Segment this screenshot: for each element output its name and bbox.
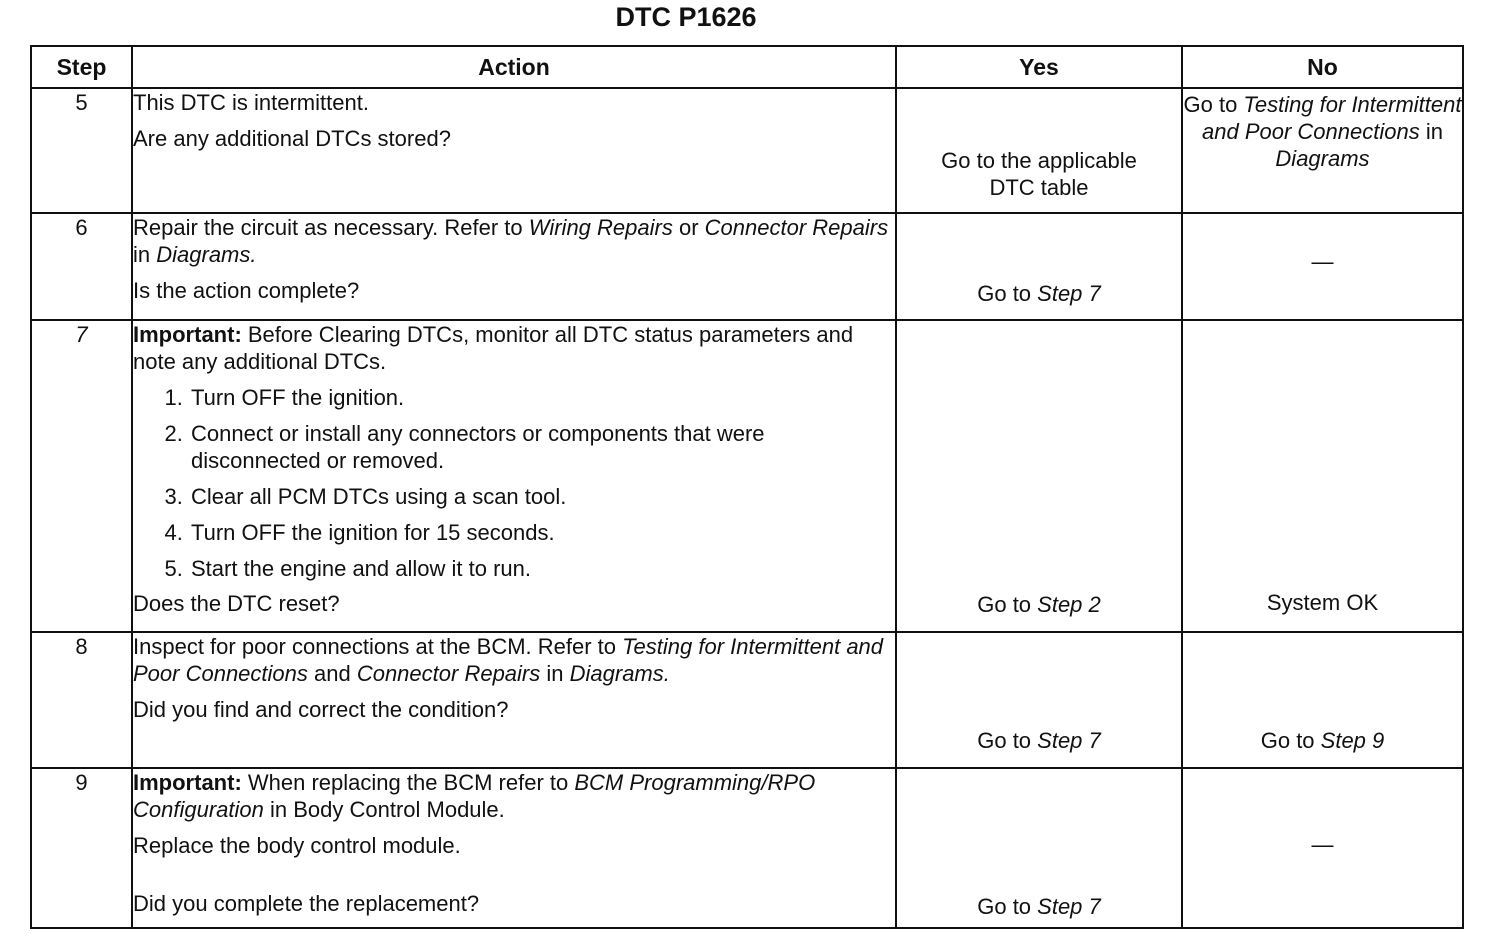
yes-text: Go to Step 7 bbox=[977, 894, 1101, 919]
reference-link: Step 2 bbox=[1037, 592, 1101, 617]
table-header-row bbox=[31, 46, 1463, 88]
action-question: Are any additional DTCs stored? bbox=[133, 126, 451, 151]
list-item: 4. Turn OFF the ignition for 15 seconds. bbox=[189, 519, 895, 546]
action-text: Inspect for poor connections at the BCM. Refer to Testing for Intermittent and Poor Connections and Connector Repairs in Diagrams. bbox=[133, 634, 884, 686]
header-yes: Yes bbox=[896, 46, 1182, 88]
yes-text: Go to Step 2 bbox=[977, 592, 1101, 617]
list-item: 2. Connect or install any connectors or components that were disconnected or removed. bbox=[189, 420, 895, 474]
action-cell bbox=[132, 632, 896, 768]
yes-text: DTC table bbox=[989, 175, 1089, 200]
no-dash: — bbox=[1311, 249, 1334, 274]
step-number: 6 bbox=[31, 213, 132, 320]
reference-link: Step 7 bbox=[1037, 728, 1101, 753]
important-note: Important: When replacing the BCM refer to BCM Programming/RPO Configuration in Body Control Module. bbox=[133, 770, 816, 822]
list-item: 3. Clear all PCM DTCs using a scan tool. bbox=[189, 483, 895, 510]
action-question: Did you complete the replacement? bbox=[133, 891, 480, 916]
page-title: DTC P1626 bbox=[615, 2, 757, 32]
no-cell bbox=[1182, 632, 1463, 768]
action-question: Is the action complete? bbox=[133, 278, 360, 303]
reference-link: Wiring Repairs bbox=[528, 215, 673, 240]
table-row bbox=[31, 768, 1463, 928]
action-cell bbox=[132, 320, 896, 632]
no-text: System OK bbox=[1266, 590, 1379, 615]
table-row bbox=[31, 213, 1463, 320]
reference-link: Diagrams. bbox=[569, 661, 670, 686]
action-cell bbox=[132, 768, 896, 928]
yes-text: Go to the applicable bbox=[941, 148, 1137, 173]
reference-link: Connector Repairs bbox=[704, 215, 889, 240]
procedure-list bbox=[133, 384, 895, 582]
step-number: 7 bbox=[31, 320, 132, 632]
no-text: Go to Step 9 bbox=[1260, 728, 1385, 753]
header-no: No bbox=[1182, 46, 1463, 88]
reference-link: BCM Programming/RPO Configuration bbox=[133, 770, 816, 822]
step-number: 9 bbox=[31, 768, 132, 928]
yes-cell bbox=[896, 768, 1182, 928]
no-cell bbox=[1182, 768, 1463, 928]
step-number: 5 bbox=[31, 88, 132, 213]
reference-link: Testing for Intermittent and Poor Connections bbox=[133, 634, 884, 686]
no-cell bbox=[1182, 213, 1463, 320]
table-row bbox=[31, 632, 1463, 768]
reference-link: Step 7 bbox=[1037, 281, 1101, 306]
reference-link: Connector Repairs bbox=[356, 661, 541, 686]
yes-cell bbox=[896, 632, 1182, 768]
yes-text: Go to Step 7 bbox=[977, 728, 1101, 753]
yes-cell bbox=[896, 320, 1182, 632]
reference-link: Step 7 bbox=[1037, 894, 1101, 919]
list-item: 5. Start the engine and allow it to run. bbox=[189, 555, 895, 582]
table-row bbox=[31, 88, 1463, 213]
action-question: Does the DTC reset? bbox=[133, 591, 340, 616]
action-cell bbox=[132, 213, 896, 320]
reference-link: Testing for Intermittent and Poor Connections bbox=[1202, 92, 1462, 144]
header-step: Step bbox=[31, 46, 132, 88]
reference-link: Diagrams bbox=[1275, 146, 1370, 171]
yes-cell bbox=[896, 213, 1182, 320]
yes-cell bbox=[896, 88, 1182, 213]
important-note: Important: Before Clearing DTCs, monitor all DTC status parameters and note any additional DTCs. bbox=[133, 322, 854, 374]
dtc-table bbox=[30, 45, 1464, 929]
action-question: Did you find and correct the condition? bbox=[133, 697, 509, 722]
header-action: Action bbox=[132, 46, 896, 88]
important-label: Important: bbox=[133, 770, 242, 795]
no-dash: — bbox=[1311, 832, 1334, 857]
no-cell bbox=[1182, 320, 1463, 632]
action-text: Repair the circuit as necessary. Refer to Wiring Repairs or Connector Repairs in Diagrams. bbox=[133, 215, 889, 267]
reference-link: Diagrams. bbox=[156, 242, 257, 267]
yes-text: Go to Step 7 bbox=[977, 281, 1101, 306]
action-cell bbox=[132, 88, 896, 213]
step-number: 8 bbox=[31, 632, 132, 768]
action-text: Replace the body control module. bbox=[133, 833, 461, 858]
no-text: Go to Testing for Intermittent and Poor Connections in Diagrams bbox=[1183, 92, 1462, 171]
list-item: 1. Turn OFF the ignition. bbox=[189, 384, 895, 411]
reference-link: Step 9 bbox=[1320, 728, 1385, 753]
important-label: Important: bbox=[133, 322, 242, 347]
action-text: This DTC is intermittent. bbox=[133, 90, 369, 115]
table-row bbox=[31, 320, 1463, 632]
no-cell bbox=[1182, 88, 1463, 213]
